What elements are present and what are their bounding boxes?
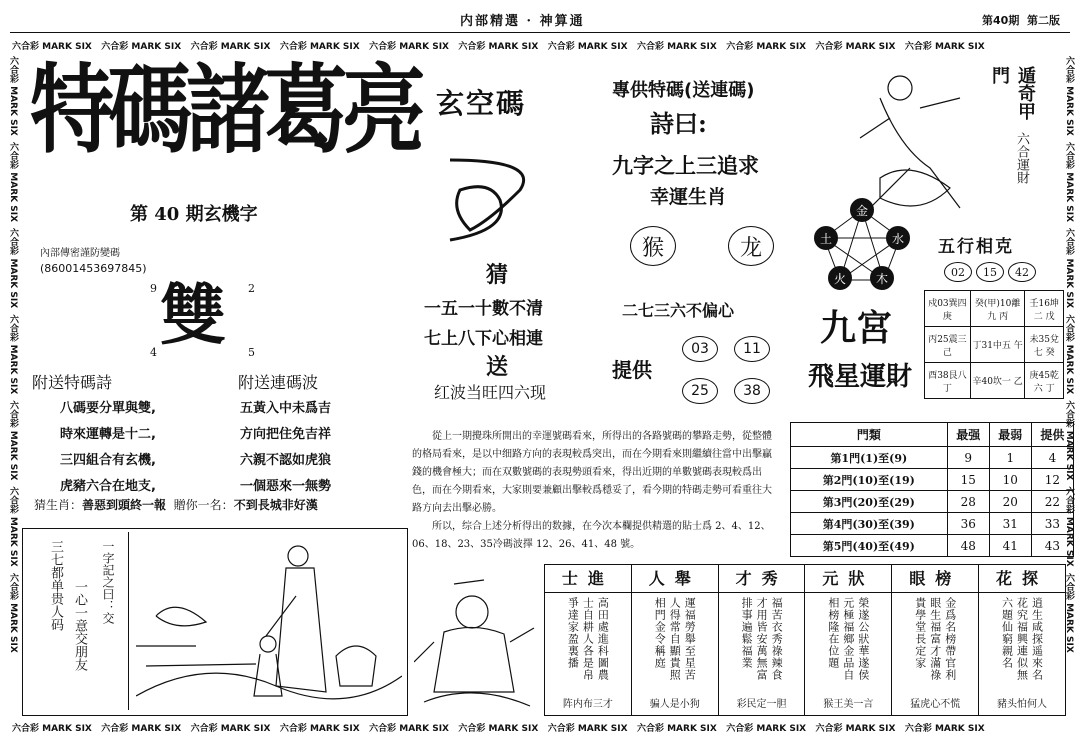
palace-cell: 壬16坤二 戊: [1025, 291, 1064, 327]
corner-num-bl: 4: [150, 346, 157, 359]
one-word-line2: 三七都单贵人码: [48, 540, 63, 631]
palace-cell: 癸(甲)10離九 丙: [970, 291, 1025, 327]
poem-left-title: 附送特碼詩: [32, 373, 113, 392]
right-mark-band: 六合彩 MARK SIX 六合彩 MARK SIX 六合彩 MARK SIX 六合彩 MARK SIX 六合彩 MARK SIX 六合彩 MARK SIX 六合彩 MARK SIX: [1064, 56, 1074, 653]
main-title: 特碼諸葛亮: [30, 52, 421, 167]
one-word-line1: 一心一意交朋友: [72, 580, 87, 671]
palace-cell: 丙25震三 己: [925, 327, 971, 363]
col-header: 最弱: [989, 423, 1031, 447]
table-row: 第5門(40)至(49) 48 41 43: [791, 535, 1074, 557]
table-row: 第4門(30)至(39) 36 31 33: [791, 513, 1074, 535]
col-header: 提供: [1031, 423, 1073, 447]
corner-num-tl: 9: [150, 282, 157, 295]
nine-palace-grid: [924, 290, 1064, 399]
page-header: [0, 8, 1080, 34]
band-text: 六合彩 MARK SIX: [12, 42, 92, 52]
poem-left: 八碼要分單與雙, 時來運轉是十二, 三四組合有玄機, 虎豬六合在地支,: [60, 401, 156, 494]
rank-column: 人舉 運福勞舉至星苦人得常自顯貴照相門金令稱庭 骗人是小狗: [632, 565, 719, 715]
palace-cell: 丁31中五 午: [970, 327, 1025, 363]
wuxing-num: 02: [944, 262, 972, 282]
header-title: 内部精選 · 神算通: [460, 14, 585, 29]
qimen-title: 遁奇甲門: [989, 66, 1036, 120]
rank-column: 才秀 福苦衣秀祿辣食才用皆安萬無富排事遍鬆福業 彩民定一胆: [719, 565, 806, 715]
header-rule: [10, 32, 1070, 33]
element-earth: 土: [814, 226, 838, 250]
special-line1: 九字之上三追求: [612, 154, 759, 178]
palace-cell: 庚45乾六 丁: [1025, 363, 1064, 399]
article-paragraph-2: 所以，综合上述分析得出的数據，在今次本欄提供精選的貼士爲 2、4、12、06、18、23、35冷碼波擇 12、26、41、48 號。: [412, 521, 771, 550]
col-header: 門類: [791, 423, 948, 447]
article-paragraph-1: 從上一期攪珠所開出的幸運號碼看來，所得出的各路號碼的攀路走勢，從整體的格局看來，是以中细路方向的表現較爲突出，而在今期看來則繼續往當中出擊贏錢的機會極大；而在双數號碼的表現勢頭看來，得出近期的单數號碼表現較爲出色，而在今期看來，大家則要兼顧出擊較爲穩妥了，看今期的特碼走勢可看重往大路方向去出擊必勝。: [412, 431, 772, 514]
secret-label: 內部傳密謹防變碼: [40, 248, 120, 259]
rank-column: 眼榜 金爲名榜帶官利眼生福富才滿祿貴學堂長定家 猛虎心不慌: [892, 565, 979, 715]
one-word-divider: [128, 532, 129, 710]
corner-num-tr: 2: [248, 282, 255, 295]
xuankong-line2: 七上八下心相連: [424, 329, 543, 349]
element-metal: 金: [850, 198, 874, 222]
rank-panel: [544, 564, 1066, 716]
xuankong-guess: 猜: [486, 262, 509, 288]
special-poem-title: 詩曰:: [650, 109, 707, 138]
issue-number: 第40期 第二版: [982, 14, 1060, 27]
center-character: 雙: [160, 276, 226, 354]
rank-column: 士進 高田處進科圖農士自耕人各是帛爭達家盈裏播 阵内布三才: [545, 565, 632, 715]
xuankong-line1: 一五一十數不清: [424, 299, 543, 319]
palace-cell: 酉38艮八 丁: [925, 363, 971, 399]
col-header: 最强: [947, 423, 989, 447]
special-num: 38: [734, 378, 770, 404]
wuxing-num: 15: [976, 262, 1004, 282]
left-mark-band: 六合彩 MARK SIX 六合彩 MARK SIX 六合彩 MARK SIX 六合彩 MARK SIX 六合彩 MARK SIX 六合彩 MARK SIX 六合彩 MARK SIX: [8, 56, 18, 653]
palace-cell: 未35兌七 癸: [1025, 327, 1064, 363]
element-fire: 火: [828, 266, 852, 290]
door-stats-table: [790, 422, 1074, 557]
corner-num-br: 5: [248, 346, 255, 359]
poem-right: 五黃入中未爲吉 方向把住免吉祥 六親不認如虎狼 一個惡來一無勢: [240, 401, 332, 494]
flying-star-title: 飛星運財: [808, 362, 913, 392]
xuankong-title: 玄空碼: [436, 87, 527, 120]
table-row: 第1門(1)至(9) 9 1 4: [791, 447, 1074, 469]
wuxing-title: 五行相克: [938, 237, 1014, 257]
xuankong-wave: 红波当旺四六现: [434, 383, 547, 402]
special-num: 11: [734, 336, 770, 362]
special-line2: 幸運生肖: [650, 186, 727, 208]
guess-line: 猜生肖：善惡到頭終一報 贈你一名：不到長城非好漢: [34, 498, 318, 512]
one-word-title: 一字記之曰：交: [101, 540, 115, 624]
rank-column: 花探 逍生咸探遥來名花究福興連似無六題仙窮親名 豬头怕何人: [979, 565, 1065, 715]
phone-number: (86001453697845): [40, 262, 147, 275]
deity-illustration: [414, 572, 538, 718]
mother-child-illustration: [136, 536, 402, 712]
special-num: 03: [682, 336, 718, 362]
qimen-sub: 六合運財: [1014, 132, 1029, 184]
element-water: 水: [886, 226, 910, 250]
poem-right-title: 附送連碼波: [238, 373, 319, 392]
zodiac-monkey: 猴: [630, 226, 676, 266]
zodiac-dragon: 龙: [728, 226, 774, 266]
palace-cell: 辛40坎一 乙: [970, 363, 1025, 399]
special-num: 25: [682, 378, 718, 404]
table-row: 第3門(20)至(29) 28 20 22: [791, 491, 1074, 513]
palace-cell: 戍03巽四 庚: [925, 291, 971, 327]
xuankong-send: 送: [486, 354, 509, 380]
special-title: 專供特碼(送連碼): [612, 80, 755, 101]
top-mark-band: 六合彩 MARK SIX 六合彩 MARK SIX 六合彩 MARK SIX 六合彩 MARK SIX 六合彩 MARK SIX 六合彩 MARK SIX 六合彩 MARK SIX 六合彩 MARK SIX 六合彩 MARK SIX 六合彩 MARK SIX 六合彩 MARK SIX: [12, 42, 985, 52]
rank-column: 元狀 榮遂公狀華遂侯元極福鄉金品自相榜隆在位題 猴王美一言: [805, 565, 892, 715]
issue-word: 第 40 期玄機字: [130, 204, 258, 225]
scribble-drawing: [430, 150, 560, 250]
element-wood: 木: [870, 266, 894, 290]
special-provide: 提供: [612, 358, 652, 382]
bottom-mark-band: 六合彩 MARK SIX 六合彩 MARK SIX 六合彩 MARK SIX 六合彩 MARK SIX 六合彩 MARK SIX 六合彩 MARK SIX 六合彩 MARK SIX 六合彩 MARK SIX 六合彩 MARK SIX 六合彩 MARK SIX 六合彩 MARK SIX: [12, 724, 985, 734]
wuxing-num: 42: [1008, 262, 1036, 282]
nine-palace-title: 九宮: [820, 307, 893, 349]
table-row: 第2門(10)至(19) 15 10 12: [791, 469, 1074, 491]
special-sub: 二七三六不偏心: [622, 301, 735, 320]
